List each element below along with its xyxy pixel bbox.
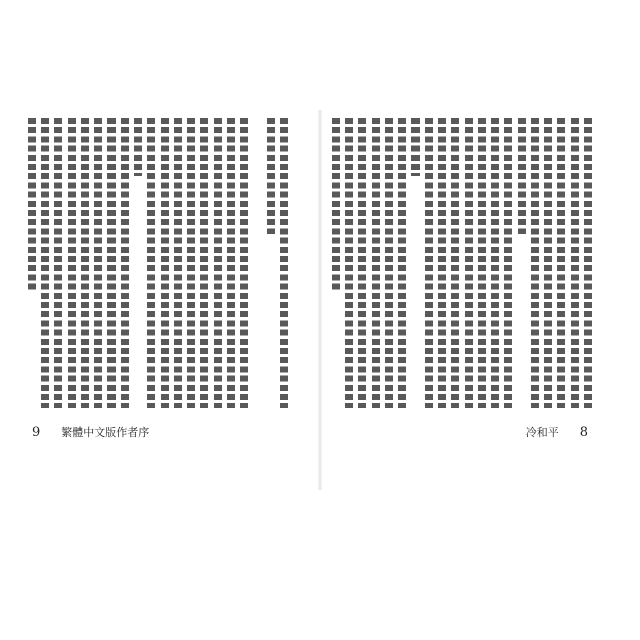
text-column [41,118,49,408]
left-page-body-text [28,118,288,408]
text-column [121,118,129,408]
text-column [280,118,288,408]
text-column [267,118,275,234]
text-column [398,118,406,408]
text-column [147,118,155,408]
text-column [214,118,222,408]
text-column [385,118,393,408]
text-column [134,118,142,176]
text-column [187,118,195,408]
text-column [478,118,486,408]
right-page [332,118,592,482]
text-column [94,118,102,408]
text-column [451,118,459,408]
right-page-body-text [332,118,592,408]
text-column [491,118,499,408]
text-column [227,118,235,408]
text-column [571,118,579,408]
text-column [531,118,539,408]
right-running-head: 冷和平 [525,426,559,439]
text-column [411,118,419,176]
text-column [240,118,248,408]
left-page [28,118,288,482]
text-column [358,118,366,408]
text-column [28,118,36,292]
text-column [584,118,592,408]
text-column [332,118,340,292]
text-column [81,118,89,408]
book-gutter [318,110,322,490]
text-column [345,118,353,408]
text-column [161,118,169,408]
text-column [54,118,62,408]
text-column [107,118,115,408]
text-column [465,118,473,408]
text-column [425,118,433,408]
text-column [372,118,380,408]
right-page-number: 8 [579,425,588,440]
text-column [544,118,552,408]
text-column [518,118,526,234]
left-page-number: 9 [32,425,41,440]
text-column [200,118,208,408]
paragraph-gap [253,118,261,408]
left-running-head: 繁體中文版作者序 [61,426,150,439]
text-column [557,118,565,408]
text-column [504,118,512,408]
text-column [68,118,76,408]
text-column [438,118,446,408]
left-page-folio [32,424,149,440]
text-column [174,118,182,408]
right-page-folio [526,424,588,440]
